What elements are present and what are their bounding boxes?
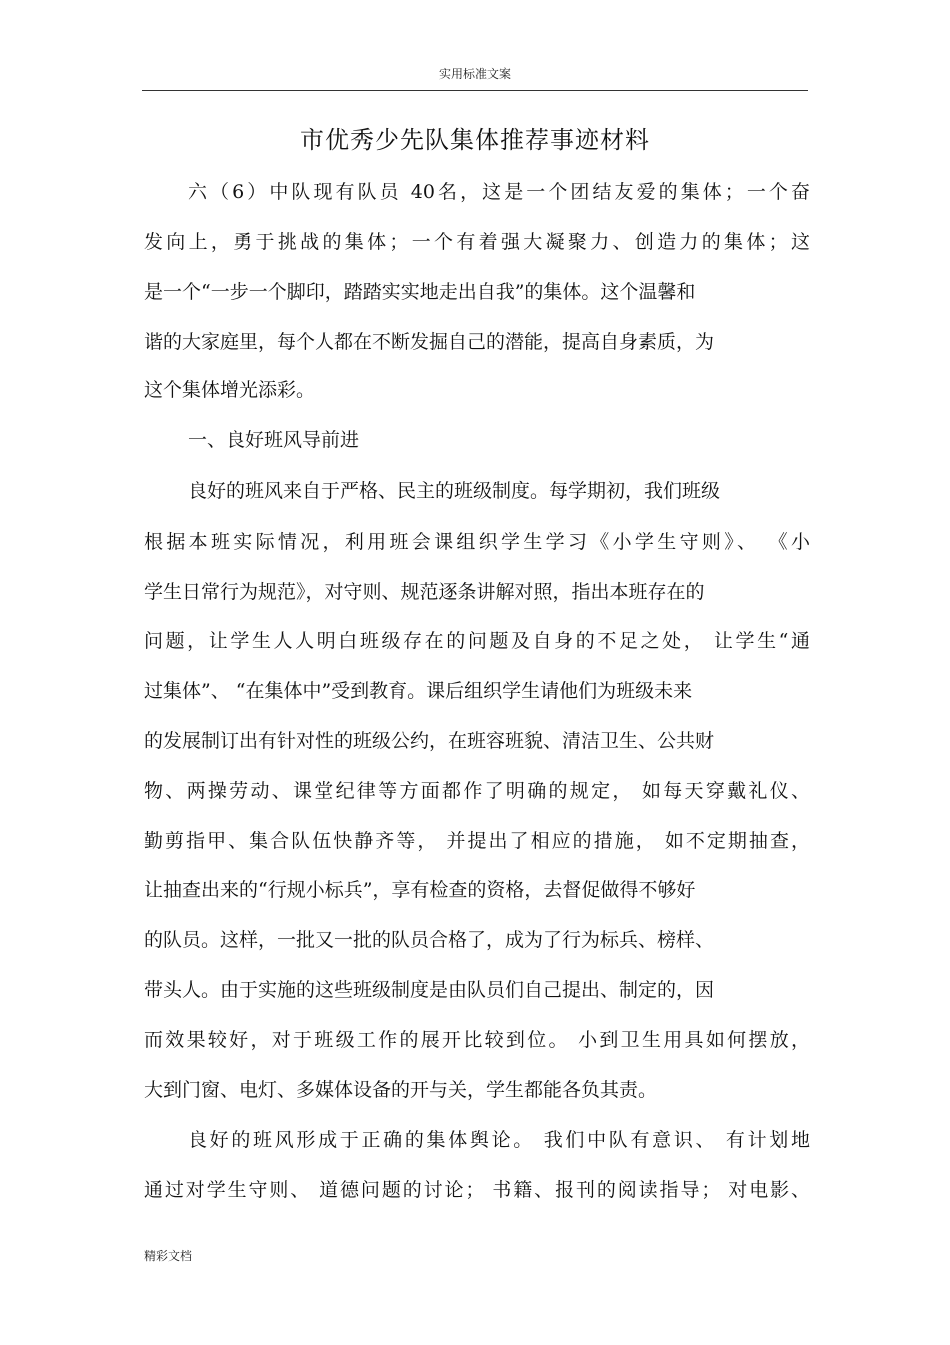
page-footer: 精彩文档 xyxy=(144,1249,193,1263)
paragraph-2-line: 的队员。这样，一批又一批的队员合格了，成为了行为标兵、榜样、 xyxy=(144,929,715,951)
paragraph-2-line: 学生日常行为规范》，对守则、规范逐条讲解对照，指出本班存在的 xyxy=(144,581,705,603)
paragraph-2-line: 大到门窗、电灯、多媒体设备的开与关，学生都能各负其责。 xyxy=(144,1079,658,1101)
header-divider xyxy=(142,90,808,91)
paragraph-1-line: 发向上，勇于挑战的集体；一个有着强大凝聚力、创造力的集体；这 xyxy=(144,231,810,253)
paragraph-2-line: 勤剪指甲、集合队伍快静齐等， 并提出了相应的措施， 如不定期抽查， xyxy=(144,830,810,852)
paragraph-2-line: 良好的班风来自于严格、民主的班级制度。每学期初，我们班级 xyxy=(188,480,721,502)
paragraph-1-line: 这个集体增光添彩。 xyxy=(144,379,316,401)
section-heading: 一、良好班风导前进 xyxy=(188,429,360,451)
paragraph-2-line: 让抽查出来的“行规小标兵”，享有检查的资格，去督促做得不够好 xyxy=(144,879,696,901)
paragraph-1-line: 谐的大家庭里，每个人都在不断发掘自己的潜能，提高自身素质，为 xyxy=(144,331,715,353)
paragraph-2-line: 问题，让学生人人明白班级存在的问题及自身的不足之处， 让学生“通 xyxy=(144,630,810,652)
paragraph-2-line: 过集体”、 “在集体中”受到教育。课后组织学生请他们为班级未来 xyxy=(144,680,693,702)
paragraph-3-line: 良好的班风形成于正确的集体舆论。 我们中队有意识、 有计划地 xyxy=(188,1129,810,1151)
page-header: 实用标准文案 xyxy=(438,67,511,81)
paragraph-1-line: 是一个“一步一个脚印，踏踏实实地走出自我”的集体。这个温馨和 xyxy=(144,281,696,303)
paragraph-1-line: 六（6）中队现有队员 40名，这是一个团结友爱的集体；一个奋 xyxy=(188,181,810,203)
paragraph-2-line: 而效果较好，对于班级工作的展开比较到位。 小到卫生用具如何摆放， xyxy=(144,1029,810,1051)
paragraph-3-line: 通过对学生守则、 道德问题的讨论； 书籍、报刊的阅读指导； 对电影、 xyxy=(144,1179,810,1201)
paragraph-2-line: 带头人。由于实施的这些班级制度是由队员们自己提出、制定的，因 xyxy=(144,979,715,1001)
paragraph-2-line: 根据本班实际情况，利用班会课组织学生学习《小学生守则》、 《小 xyxy=(144,531,810,553)
paragraph-2-line: 物、两操劳动、课堂纪律等方面都作了明确的规定， 如每天穿戴礼仪、 xyxy=(144,780,810,802)
paragraph-2-line: 的发展制订出有针对性的班级公约，在班容班貌、清洁卫生、公共财 xyxy=(144,730,715,752)
document-title: 市优秀少先队集体推荐事迹材料 xyxy=(300,126,650,154)
